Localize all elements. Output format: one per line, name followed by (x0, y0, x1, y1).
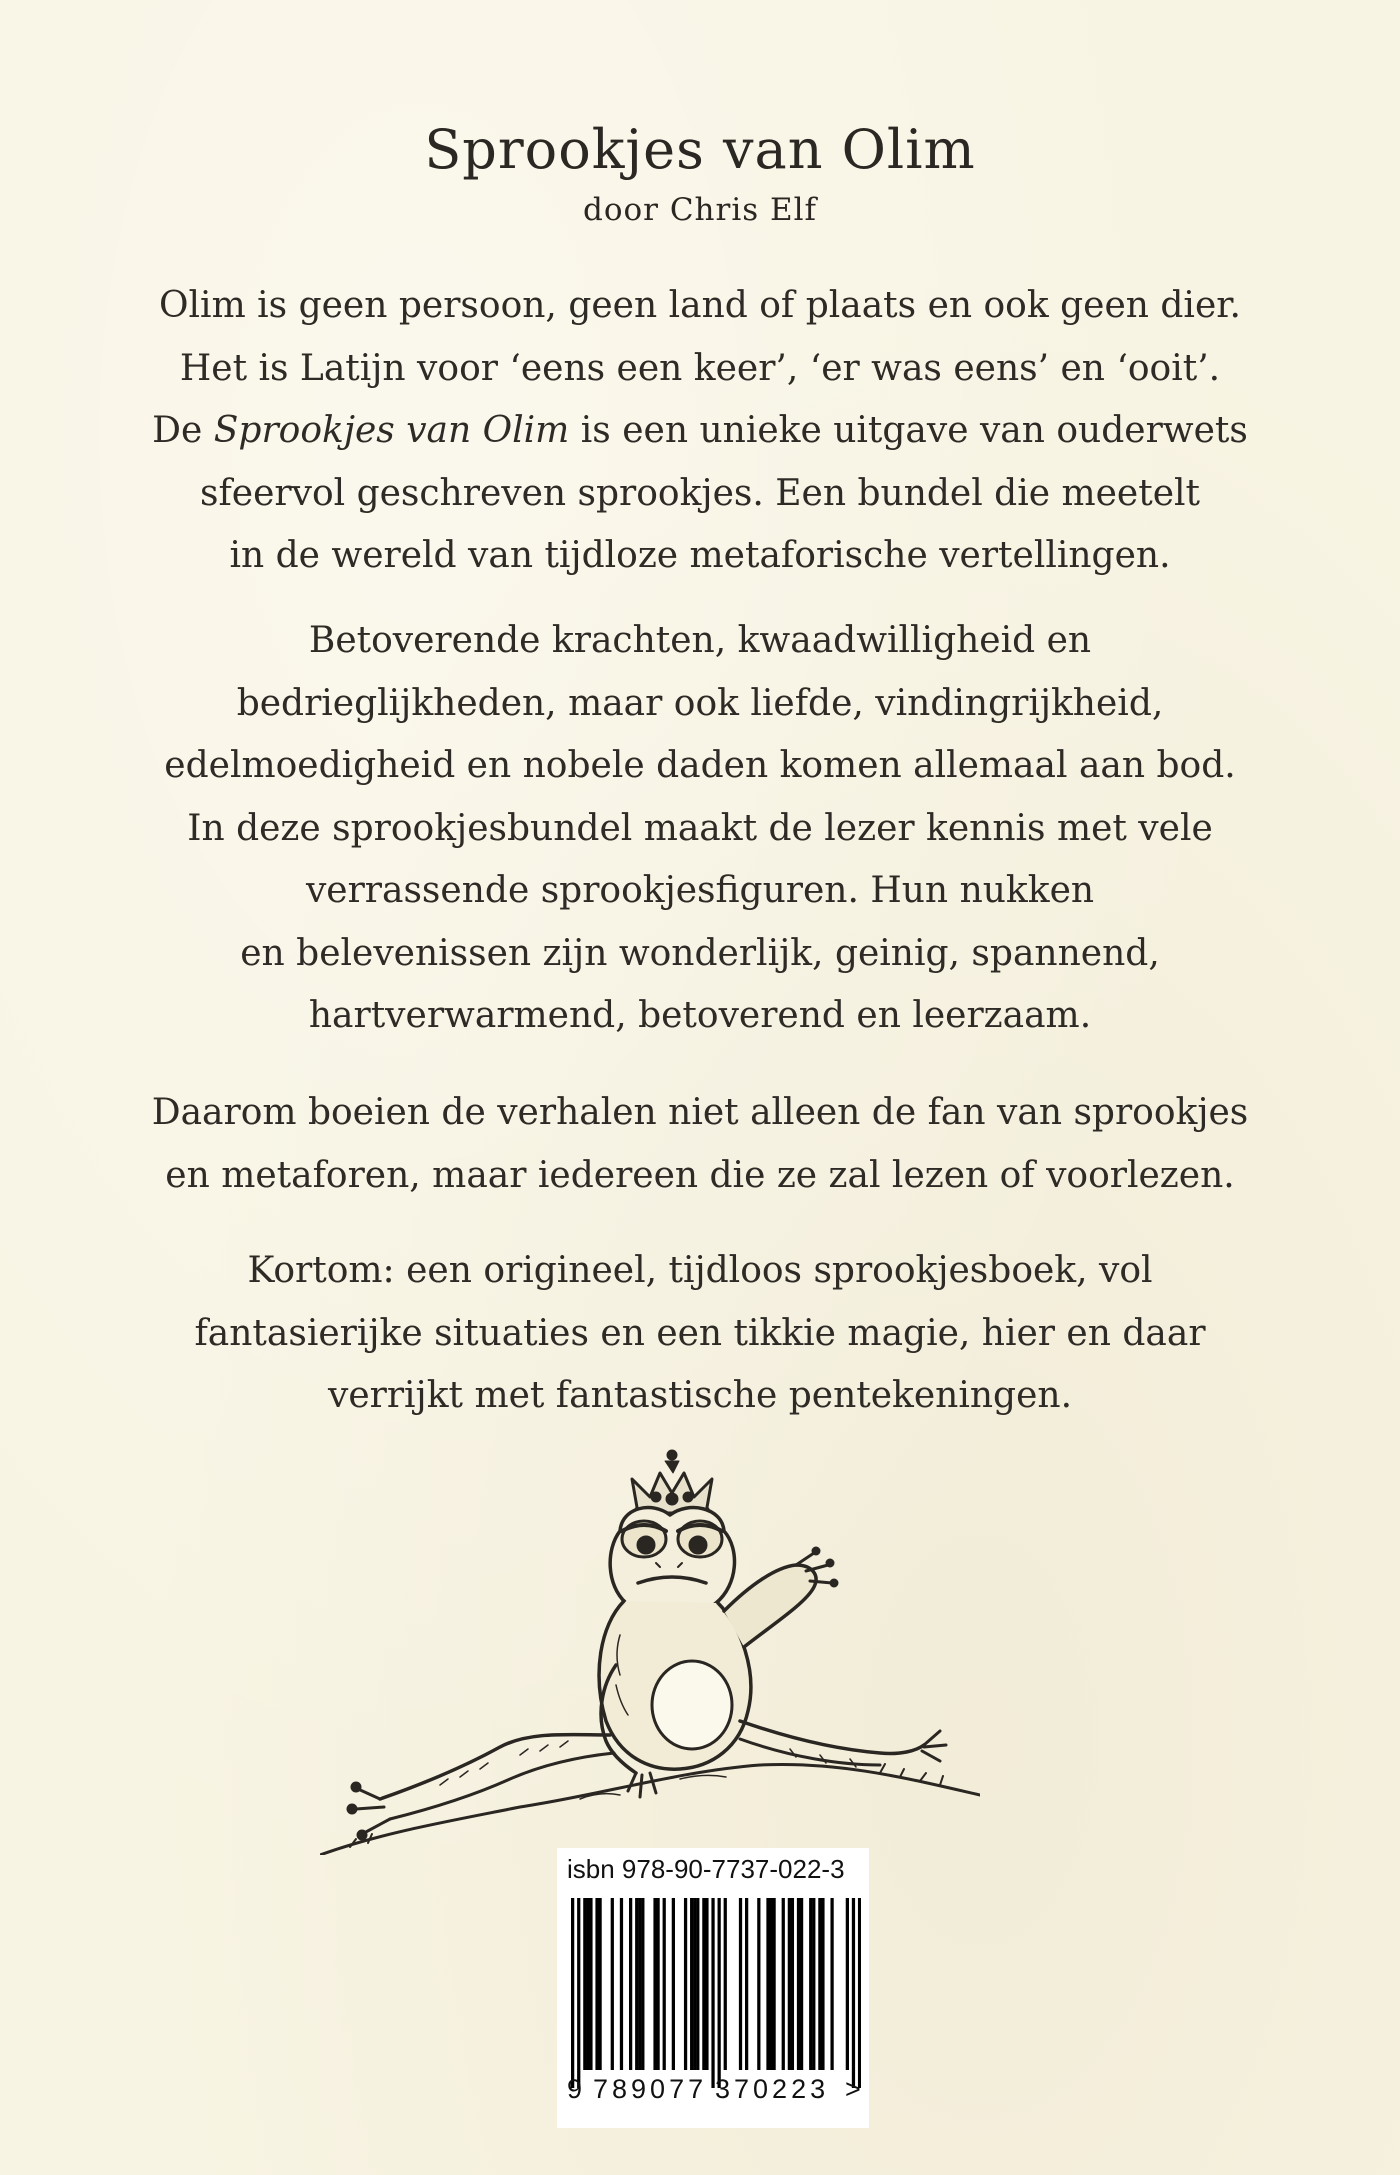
blurb-line: verrassende sprookjesfiguren. Hun nukken (305, 870, 1095, 911)
blurb-line (150, 400, 1250, 463)
blurb-line: hartverwarmend, betoverend en leerzaam. (308, 995, 1092, 1036)
barcode-bar (571, 1898, 574, 2088)
barcode-bar (739, 1898, 742, 2070)
barcode-bar (589, 1898, 592, 2070)
book-author: door Chris Elf (582, 192, 818, 228)
barcode-digit-group-1: 789077 (593, 2074, 708, 2104)
barcode-bar (586, 1898, 589, 2070)
crowned-frog-icon (320, 1435, 980, 1855)
blurb-line: Daarom boeien de verhalen niet alleen de fan van sprookjes (151, 1092, 1249, 1133)
barcode-digit-group-2: 370223 (715, 2074, 830, 2104)
book-title: Sprookjes van Olim (424, 118, 976, 181)
isbn-label: isbn 978-90-7737-022-3 (567, 1854, 845, 1884)
blurb-paragraph-1 (150, 275, 1250, 588)
barcode-quiet-zone-marker: > (845, 2074, 861, 2104)
barcode-bar (711, 1898, 714, 2088)
blurb-paragraph-2 (150, 610, 1250, 1048)
barcode-bar (858, 1898, 861, 2088)
barcode-bar (693, 1898, 696, 2070)
barcode-bar (638, 1898, 641, 2070)
barcode-bar (797, 1898, 800, 2070)
barcode-bar (629, 1898, 632, 2070)
barcode-bar (809, 1898, 812, 2070)
blurb-line: edelmoedigheid en nobele daden komen allemaal aan bod. (164, 745, 1236, 786)
blurb-line: In deze sprookjesbundel maakt de lezer kennis met vele (187, 807, 1213, 849)
blurb-line: sfeervol geschreven sprookjes. Een bundel die meetelt (199, 472, 1200, 514)
barcode-bar (772, 1898, 775, 2070)
barcode-bar (653, 1898, 656, 2070)
barcode-bar (656, 1898, 659, 2070)
barcode-bar (782, 1898, 785, 2070)
barcode-bar (577, 1898, 580, 2088)
barcode-bar (595, 1898, 598, 2070)
blurb-line: bedrieglijkheden, maar ook liefde, vindingrijkheid, (236, 682, 1164, 724)
blurb-text: is een unieke uitgave van ouderwets (569, 410, 1248, 451)
barcode-bar (745, 1898, 748, 2070)
barcode-bar (800, 1898, 803, 2070)
blurb-line: Olim is geen persoon, geen land of plaats en ook geen dier. (159, 285, 1241, 326)
blurb-line: Het is Latijn voor ‘eens een keer’, ‘er was eens’ en ‘ooit’. (179, 347, 1221, 389)
barcode (557, 1848, 869, 2128)
barcode-bar (812, 1898, 815, 2070)
barcode-bar (690, 1898, 693, 2070)
blurb-line: fantasierijke situaties en een tikkie magie, hier en daar (194, 1312, 1206, 1354)
barcode-digit-lead: 9 (567, 2074, 583, 2104)
blurb-line: en metaforen, maar iedereen die ze zal lezen of voorlezen. (165, 1154, 1235, 1196)
barcode-bar (769, 1898, 772, 2070)
barcode-bar (852, 1898, 855, 2088)
blurb-line: verrijkt met fantastische pentekeningen. (327, 1375, 1073, 1416)
blurb-line: Betoverende krachten, kwaadwilligheid en (308, 620, 1092, 661)
barcode-bars (571, 1898, 861, 2098)
barcode-bar (620, 1898, 623, 2070)
barcode-bar (684, 1898, 687, 2070)
barcode-bar (791, 1898, 794, 2070)
blurb-paragraph-3 (150, 1082, 1250, 1207)
blurb-line: Kortom: een origineel, tijdloos sprookjesboek, vol (247, 1250, 1153, 1291)
barcode-bar (583, 1898, 586, 2070)
barcode-bar (696, 1898, 699, 2070)
blurb-paragraph-4 (150, 1240, 1250, 1428)
barcode-bar (611, 1898, 614, 2070)
barcode-bar (821, 1898, 824, 2070)
barcode-bar (788, 1898, 791, 2070)
barcode-bar (846, 1898, 849, 2070)
barcode-bar (724, 1898, 727, 2070)
barcode-bar (702, 1898, 705, 2070)
blurb-line: in de wereld van tijdloze metaforische vertellingen. (229, 535, 1171, 576)
barcode-bar (818, 1898, 821, 2070)
barcode-bar (718, 1898, 721, 2088)
barcode-bar (598, 1898, 601, 2070)
blurb-text: De (152, 410, 214, 451)
barcode-bar (635, 1898, 638, 2070)
barcode-bar (663, 1898, 666, 2070)
book-title-italic: Sprookjes van Olim (213, 410, 570, 451)
barcode-bar (705, 1898, 708, 2070)
blurb-line: en belevenissen zijn wonderlijk, geinig, spannend, (240, 932, 1160, 974)
barcode-bar (672, 1898, 675, 2070)
barcode-bar (830, 1898, 833, 2070)
barcode-bar (757, 1898, 760, 2070)
barcode-bar (766, 1898, 769, 2070)
barcode-bar (641, 1898, 644, 2070)
